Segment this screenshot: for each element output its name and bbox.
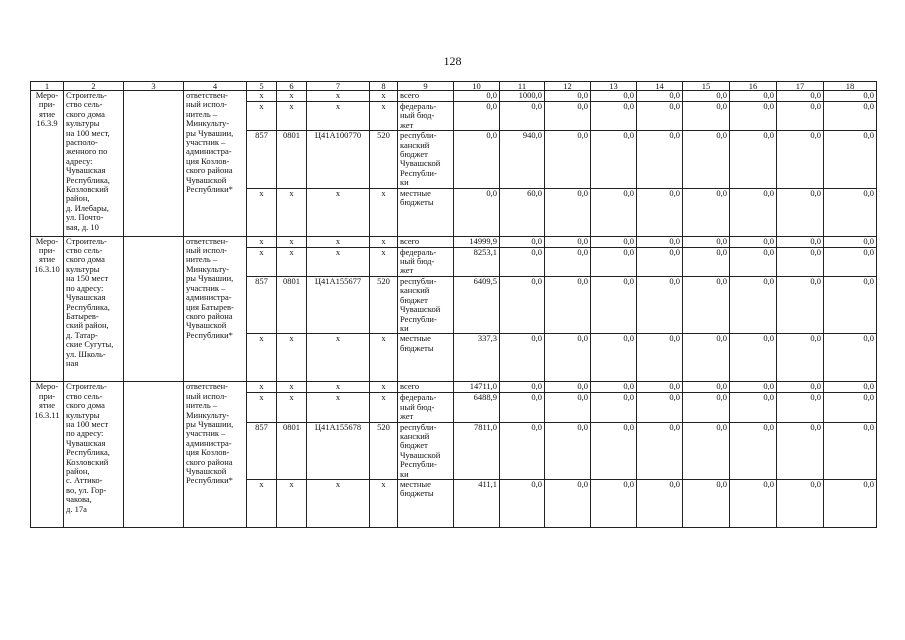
value-cell: 0,0 — [545, 276, 591, 333]
value-cell: 1000,0 — [500, 91, 545, 102]
value-cell: 940,0 — [500, 131, 545, 188]
col3-cell — [124, 91, 184, 237]
value-cell: 0,0 — [683, 334, 730, 382]
value-cell: 0,0 — [545, 102, 591, 131]
col3-cell — [124, 382, 184, 528]
value-cell: 0,0 — [454, 188, 500, 236]
funding-source-cell: республи- канский бюджет Чувашской Республи- ки — [398, 131, 454, 188]
value-cell: 0,0 — [777, 91, 824, 102]
value-cell: 0,0 — [730, 236, 777, 247]
value-cell: 0,0 — [591, 236, 637, 247]
value-cell: 0,0 — [683, 276, 730, 333]
value-cell: 0,0 — [824, 131, 877, 188]
value-cell: 0,0 — [777, 334, 824, 382]
table-row — [31, 236, 877, 247]
target-article-cell: х — [307, 247, 370, 276]
responsible-cell: ответствен- ный испол- нитель – Минкульту- ры Чувашии, участник – администра- ция Батырев- ского района Чувашской Республики* — [184, 236, 247, 382]
section-cell: 0801 — [277, 422, 307, 479]
header-cell: 1 — [31, 82, 64, 91]
grbs-cell: х — [247, 479, 277, 527]
funding-source-cell: местные бюджеты — [398, 188, 454, 236]
value-cell: 0,0 — [591, 91, 637, 102]
expense-type-cell: 520 — [370, 276, 398, 333]
value-cell: 0,0 — [637, 102, 683, 131]
section-cell: х — [277, 479, 307, 527]
value-cell: 0,0 — [545, 91, 591, 102]
value-cell: 0,0 — [637, 91, 683, 102]
header-cell: 5 — [247, 82, 277, 91]
header-cell: 17 — [777, 82, 824, 91]
value-cell: 0,0 — [683, 479, 730, 527]
value-cell: 0,0 — [777, 188, 824, 236]
value-cell: 0,0 — [545, 422, 591, 479]
funding-source-cell: всего — [398, 91, 454, 102]
funding-source-cell: федераль- ный бюд- жет — [398, 102, 454, 131]
value-cell: 60,0 — [500, 188, 545, 236]
value-cell: 0,0 — [683, 91, 730, 102]
header-cell: 7 — [307, 82, 370, 91]
header-cell: 11 — [500, 82, 545, 91]
value-cell: 0,0 — [777, 276, 824, 333]
grbs-cell: х — [247, 91, 277, 102]
budget-table — [30, 81, 877, 528]
value-cell: 0,0 — [500, 334, 545, 382]
section-cell: х — [277, 188, 307, 236]
header-cell: 9 — [398, 82, 454, 91]
value-cell: 0,0 — [454, 91, 500, 102]
funding-source-cell: федераль- ный бюд- жет — [398, 247, 454, 276]
value-cell: 0,0 — [591, 393, 637, 422]
value-cell: 0,0 — [777, 422, 824, 479]
value-cell: 0,0 — [730, 102, 777, 131]
section-cell: 0801 — [277, 276, 307, 333]
header-cell: 4 — [184, 82, 247, 91]
target-article-cell: х — [307, 479, 370, 527]
header-cell: 2 — [64, 82, 124, 91]
value-cell: 337,3 — [454, 334, 500, 382]
section-cell: х — [277, 102, 307, 131]
section-cell: 0801 — [277, 131, 307, 188]
expense-type-cell: 520 — [370, 422, 398, 479]
grbs-cell: 857 — [247, 131, 277, 188]
grbs-cell: х — [247, 247, 277, 276]
section-cell: х — [277, 382, 307, 393]
value-cell: 0,0 — [545, 131, 591, 188]
value-cell: 0,0 — [777, 247, 824, 276]
section-cell: х — [277, 334, 307, 382]
grbs-cell: х — [247, 102, 277, 131]
value-cell: 0,0 — [824, 393, 877, 422]
expense-type-cell: х — [370, 382, 398, 393]
funding-source-cell: всего — [398, 236, 454, 247]
funding-source-cell: всего — [398, 382, 454, 393]
value-cell: 0,0 — [824, 479, 877, 527]
value-cell: 0,0 — [545, 188, 591, 236]
grbs-cell: 857 — [247, 422, 277, 479]
value-cell: 0,0 — [683, 188, 730, 236]
value-cell: 0,0 — [730, 382, 777, 393]
value-cell: 0,0 — [730, 247, 777, 276]
expense-type-cell: х — [370, 247, 398, 276]
value-cell: 0,0 — [591, 247, 637, 276]
target-article-cell: х — [307, 393, 370, 422]
header-cell: 16 — [730, 82, 777, 91]
expense-type-cell: х — [370, 91, 398, 102]
target-article-cell: Ц41А100770 — [307, 131, 370, 188]
value-cell: 0,0 — [637, 334, 683, 382]
col3-cell — [124, 236, 184, 382]
target-article-cell: х — [307, 102, 370, 131]
target-article-cell: х — [307, 188, 370, 236]
measure-cell: Меро- при- ятие 16.3.10 — [31, 236, 64, 382]
value-cell: 0,0 — [591, 334, 637, 382]
value-cell: 0,0 — [683, 247, 730, 276]
funding-source-cell: республи- канский бюджет Чувашской Республи- ки — [398, 422, 454, 479]
value-cell: 6488,9 — [454, 393, 500, 422]
value-cell: 0,0 — [777, 393, 824, 422]
value-cell: 0,0 — [637, 422, 683, 479]
value-cell: 0,0 — [730, 276, 777, 333]
value-cell: 0,0 — [500, 102, 545, 131]
value-cell: 0,0 — [683, 102, 730, 131]
value-cell: 0,0 — [500, 276, 545, 333]
responsible-cell: ответствен- ный испол- нитель – Минкульту- ры Чувашии, участник – администра- ция Козлов- ского района Чувашской Республики* — [184, 91, 247, 237]
value-cell: 0,0 — [824, 422, 877, 479]
section-cell: х — [277, 236, 307, 247]
responsible-cell: ответствен- ный испол- нитель – Минкульту- ры Чувашии, участник – администра- ция Козлов- ского района Чувашской Республики* — [184, 382, 247, 528]
expense-type-cell: х — [370, 236, 398, 247]
value-cell: 0,0 — [545, 334, 591, 382]
value-cell: 0,0 — [824, 334, 877, 382]
expense-type-cell: х — [370, 102, 398, 131]
target-article-cell: Ц41А155678 — [307, 422, 370, 479]
value-cell: 0,0 — [500, 479, 545, 527]
expense-type-cell: х — [370, 393, 398, 422]
target-article-cell: х — [307, 334, 370, 382]
measure-title-cell: Строитель- ство сель- ского дома культуры на 100 мест по адресу: Чувашская Республика, Козловский район, с. Аттико- во, ул. Гор- чакова, д. 17а — [64, 382, 124, 528]
value-cell: 0,0 — [730, 91, 777, 102]
measure-cell: Меро- при- ятие 16.3.9 — [31, 91, 64, 237]
value-cell: 0,0 — [777, 382, 824, 393]
value-cell: 0,0 — [500, 236, 545, 247]
value-cell: 0,0 — [591, 479, 637, 527]
value-cell: 7811,0 — [454, 422, 500, 479]
target-article-cell: х — [307, 91, 370, 102]
target-article-cell: Ц41А155677 — [307, 276, 370, 333]
value-cell: 0,0 — [637, 393, 683, 422]
header-cell: 6 — [277, 82, 307, 91]
header-cell: 14 — [637, 82, 683, 91]
value-cell: 0,0 — [545, 479, 591, 527]
header-cell: 8 — [370, 82, 398, 91]
grbs-cell: х — [247, 393, 277, 422]
value-cell: 0,0 — [824, 188, 877, 236]
value-cell: 0,0 — [730, 422, 777, 479]
value-cell: 0,0 — [824, 276, 877, 333]
target-article-cell: х — [307, 382, 370, 393]
value-cell: 0,0 — [637, 247, 683, 276]
table-row — [31, 91, 877, 102]
value-cell: 0,0 — [591, 422, 637, 479]
value-cell: 0,0 — [824, 382, 877, 393]
value-cell: 14711,0 — [454, 382, 500, 393]
value-cell: 0,0 — [454, 102, 500, 131]
value-cell: 0,0 — [683, 393, 730, 422]
funding-source-cell: республи- канский бюджет Чувашской Республи- ки — [398, 276, 454, 333]
measure-title-cell: Строитель- ство сель- ского дома культуры на 100 мест, располо- женного по адресу: Чувашская Республика, Козловский район, д. Илебары, ул. Почто- вая, д. 10 — [64, 91, 124, 237]
value-cell: 6409,5 — [454, 276, 500, 333]
value-cell: 14999,9 — [454, 236, 500, 247]
value-cell: 0,0 — [730, 393, 777, 422]
grbs-cell: 857 — [247, 276, 277, 333]
header-row — [31, 82, 877, 91]
value-cell: 0,0 — [824, 247, 877, 276]
header-cell: 13 — [591, 82, 637, 91]
expense-type-cell: 520 — [370, 131, 398, 188]
value-cell: 0,0 — [683, 131, 730, 188]
value-cell: 0,0 — [500, 247, 545, 276]
target-article-cell: х — [307, 236, 370, 247]
funding-source-cell: федераль- ный бюд- жет — [398, 393, 454, 422]
value-cell: 0,0 — [637, 382, 683, 393]
section-cell: х — [277, 247, 307, 276]
value-cell: 0,0 — [824, 91, 877, 102]
value-cell: 0,0 — [637, 131, 683, 188]
grbs-cell: х — [247, 188, 277, 236]
page-number: 128 — [443, 54, 462, 68]
value-cell: 0,0 — [777, 131, 824, 188]
table-row — [31, 382, 877, 393]
value-cell: 0,0 — [545, 393, 591, 422]
measure-title-cell: Строитель- ство сель- ского дома культуры на 150 мест по адресу: Чувашская Республика, Батырев- ский район, д. Татар- ские Сугуты, ул. Школь- ная — [64, 236, 124, 382]
value-cell: 0,0 — [591, 188, 637, 236]
value-cell: 0,0 — [683, 236, 730, 247]
value-cell: 0,0 — [591, 102, 637, 131]
funding-source-cell: местные бюджеты — [398, 334, 454, 382]
value-cell: 0,0 — [637, 479, 683, 527]
value-cell: 0,0 — [777, 479, 824, 527]
value-cell: 8253,1 — [454, 247, 500, 276]
measure-cell: Меро- при- ятие 16.3.11 — [31, 382, 64, 528]
header-cell: 10 — [454, 82, 500, 91]
value-cell: 0,0 — [683, 382, 730, 393]
header-cell: 12 — [545, 82, 591, 91]
value-cell: 0,0 — [730, 188, 777, 236]
section-cell: х — [277, 91, 307, 102]
value-cell: 0,0 — [730, 334, 777, 382]
value-cell: 0,0 — [637, 236, 683, 247]
funding-source-cell: местные бюджеты — [398, 479, 454, 527]
value-cell: 0,0 — [777, 236, 824, 247]
value-cell: 0,0 — [730, 479, 777, 527]
value-cell: 0,0 — [500, 382, 545, 393]
header-cell: 18 — [824, 82, 877, 91]
header-cell: 3 — [124, 82, 184, 91]
value-cell: 0,0 — [824, 236, 877, 247]
grbs-cell: х — [247, 236, 277, 247]
section-cell: х — [277, 393, 307, 422]
value-cell: 0,0 — [637, 188, 683, 236]
value-cell: 0,0 — [545, 236, 591, 247]
value-cell: 0,0 — [545, 247, 591, 276]
expense-type-cell: х — [370, 334, 398, 382]
header-cell: 15 — [683, 82, 730, 91]
value-cell: 0,0 — [730, 131, 777, 188]
grbs-cell: х — [247, 334, 277, 382]
value-cell: 0,0 — [500, 422, 545, 479]
value-cell: 0,0 — [591, 276, 637, 333]
value-cell: 0,0 — [591, 382, 637, 393]
expense-type-cell: х — [370, 479, 398, 527]
value-cell: 0,0 — [454, 131, 500, 188]
value-cell: 0,0 — [683, 422, 730, 479]
grbs-cell: х — [247, 382, 277, 393]
value-cell: 0,0 — [637, 276, 683, 333]
value-cell: 0,0 — [824, 102, 877, 131]
value-cell: 0,0 — [777, 102, 824, 131]
expense-type-cell: х — [370, 188, 398, 236]
value-cell: 411,1 — [454, 479, 500, 527]
value-cell: 0,0 — [591, 131, 637, 188]
value-cell: 0,0 — [500, 393, 545, 422]
value-cell: 0,0 — [545, 382, 591, 393]
